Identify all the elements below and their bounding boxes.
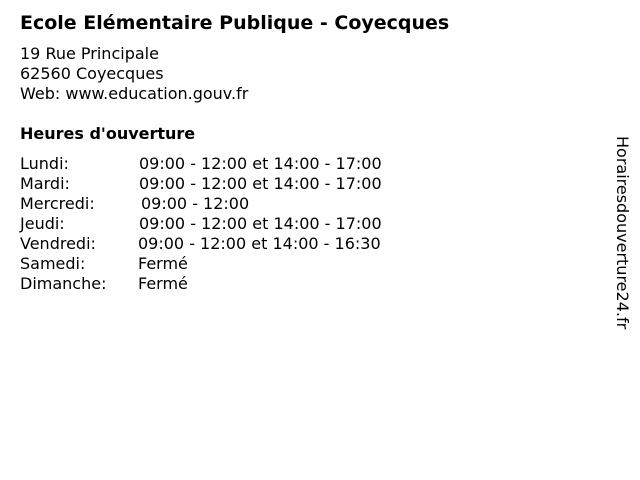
day-hours: 09:00 - 12:00 et 14:00 - 17:00 <box>139 214 382 233</box>
school-name-title: Ecole Elémentaire Publique - Coyecques <box>20 12 450 34</box>
day-label: Mardi: <box>20 174 70 193</box>
day-hours: Fermé <box>138 254 188 273</box>
day-hours: Fermé <box>138 274 188 293</box>
day-hours: 09:00 - 12:00 et 14:00 - 17:00 <box>139 174 382 193</box>
opening-hours-heading: Heures d'ouverture <box>20 124 196 143</box>
website-line: Web: www.education.gouv.fr <box>20 84 249 103</box>
day-hours: 09:00 - 12:00 et 14:00 - 17:00 <box>139 154 382 173</box>
day-hours: 09:00 - 12:00 et 14:00 - 16:30 <box>138 234 381 253</box>
day-label: Dimanche: <box>20 274 107 293</box>
day-label: Vendredi: <box>20 234 96 253</box>
street-address: 19 Rue Principale <box>20 44 159 63</box>
school-address-block <box>20 44 248 104</box>
postal-city: 62560 Coyecques <box>20 64 164 83</box>
day-label: Jeudi: <box>20 214 65 233</box>
day-label: Mercredi: <box>20 194 95 213</box>
day-label: Lundi: <box>20 154 69 173</box>
day-hours: 09:00 - 12:00 <box>141 194 250 213</box>
day-label: Samedi: <box>20 254 86 273</box>
site-watermark: Horairesdouverture24.fr <box>613 136 632 330</box>
